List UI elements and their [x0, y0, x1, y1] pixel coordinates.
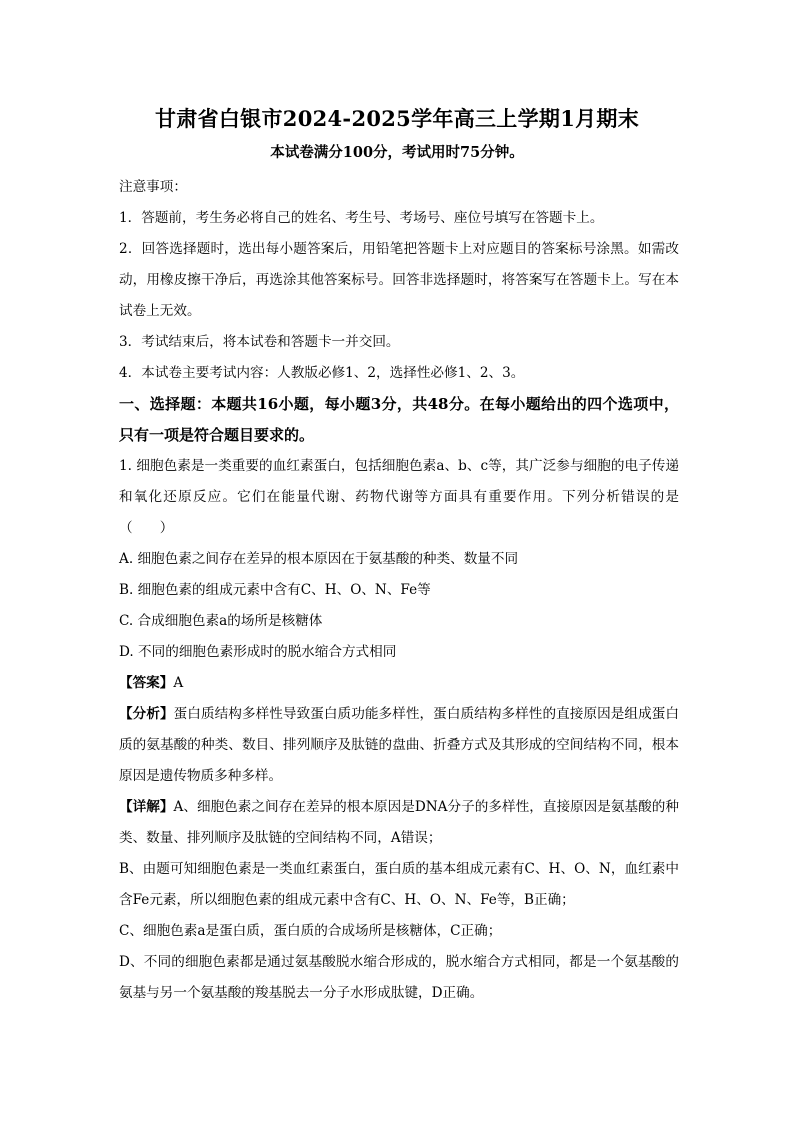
answer-value: A [173, 675, 184, 691]
section-heading: 一、选择题：本题共16小题，每小题3分，共48分。在每小题给出的四个选项中，只有一项是符合题目要求的。 [119, 395, 679, 444]
detail-paragraph-a [119, 792, 679, 854]
option-b: B. 细胞色素的组成元素中含有C、H、O、N、Fe等 [119, 582, 431, 598]
page-subtitle: 本试卷满分100分，考试用时75分钟。 [270, 144, 524, 161]
detail-tag: 【详解】 [119, 799, 174, 815]
notice-heading: 注意事项： [119, 179, 187, 195]
page-title: 甘肃省白银市2024-2025学年高三上学期1月期末 [154, 106, 640, 131]
notice-item-3: 3．考试结束后，将本试卷和答题卡一并交回。 [119, 334, 400, 350]
notice-item-1: 1．答题前，考生务必将自己的姓名、考生号、考场号、座位号填写在答题卡上。 [119, 210, 604, 226]
notice-item-4: 4．本试卷主要考试内容：人教版必修1、2，选择性必修1、2、3。 [119, 365, 525, 381]
detail-paragraph-b: B、由题可知细胞色素是一类血红素蛋白，蛋白质的基本组成元素有C、H、O、N，血红素中含Fe元素，所以细胞色素的组成元素中含有C、H、O、N、Fe等，B正确； [119, 861, 679, 908]
question-stem: 1. 细胞色素是一类重要的血红素蛋白，包括细胞色素a、b、c等，其广泛参与细胞的电子传递和氧化还原反应。它们在能量代谢、药物代谢等方面具有重要作用。下列分析错误的是（ ） [119, 458, 679, 536]
answer-line [119, 668, 679, 699]
answer-tag: 【答案】 [119, 675, 174, 691]
document-body [119, 172, 679, 1009]
detail-paragraph-c: C、细胞色素a是蛋白质，蛋白质的合成场所是核糖体，C正确； [119, 923, 502, 939]
option-a: A. 细胞色素之间存在差异的根本原因在于氨基酸的种类、数量不同 [119, 551, 519, 567]
analysis-paragraph [119, 699, 679, 792]
notice-item-2: 2．回答选择题时，选出每小题答案后，用铅笔把答题卡上对应题目的答案标号涂黑。如需改动，用橡皮擦干净后，再选涂其他答案标号。回答非选择题时，将答案写在答题卡上。写在本试卷上无效。 [119, 241, 679, 319]
detail-paragraph-d: D、不同的细胞色素都是通过氨基酸脱水缩合形成的，脱水缩合方式相同，都是一个氨基酸的氨基与另一个氨基酸的羧基脱去一分子水形成肽键，D正确。 [119, 954, 679, 1001]
analysis-tag: 【分析】 [119, 706, 174, 722]
option-d: D. 不同的细胞色素形成时的脱水缩合方式相同 [119, 644, 397, 660]
detail-text-a: A、细胞色素之间存在差异的根本原因是DNA分子的多样性，直接原因是氨基酸的种类、数量、排列顺序及肽链的空间结构不同，A错误； [119, 799, 679, 846]
option-c: C. 合成细胞色素a的场所是核糖体 [119, 613, 323, 629]
analysis-text: 蛋白质结构多样性导致蛋白质功能多样性，蛋白质结构多样性的直接原因是组成蛋白质的氨基酸的种类、数目、排列顺序及肽链的盘曲、折叠方式及其形成的空间结构不同，根本原因是遗传物质多种多样。 [119, 706, 679, 784]
